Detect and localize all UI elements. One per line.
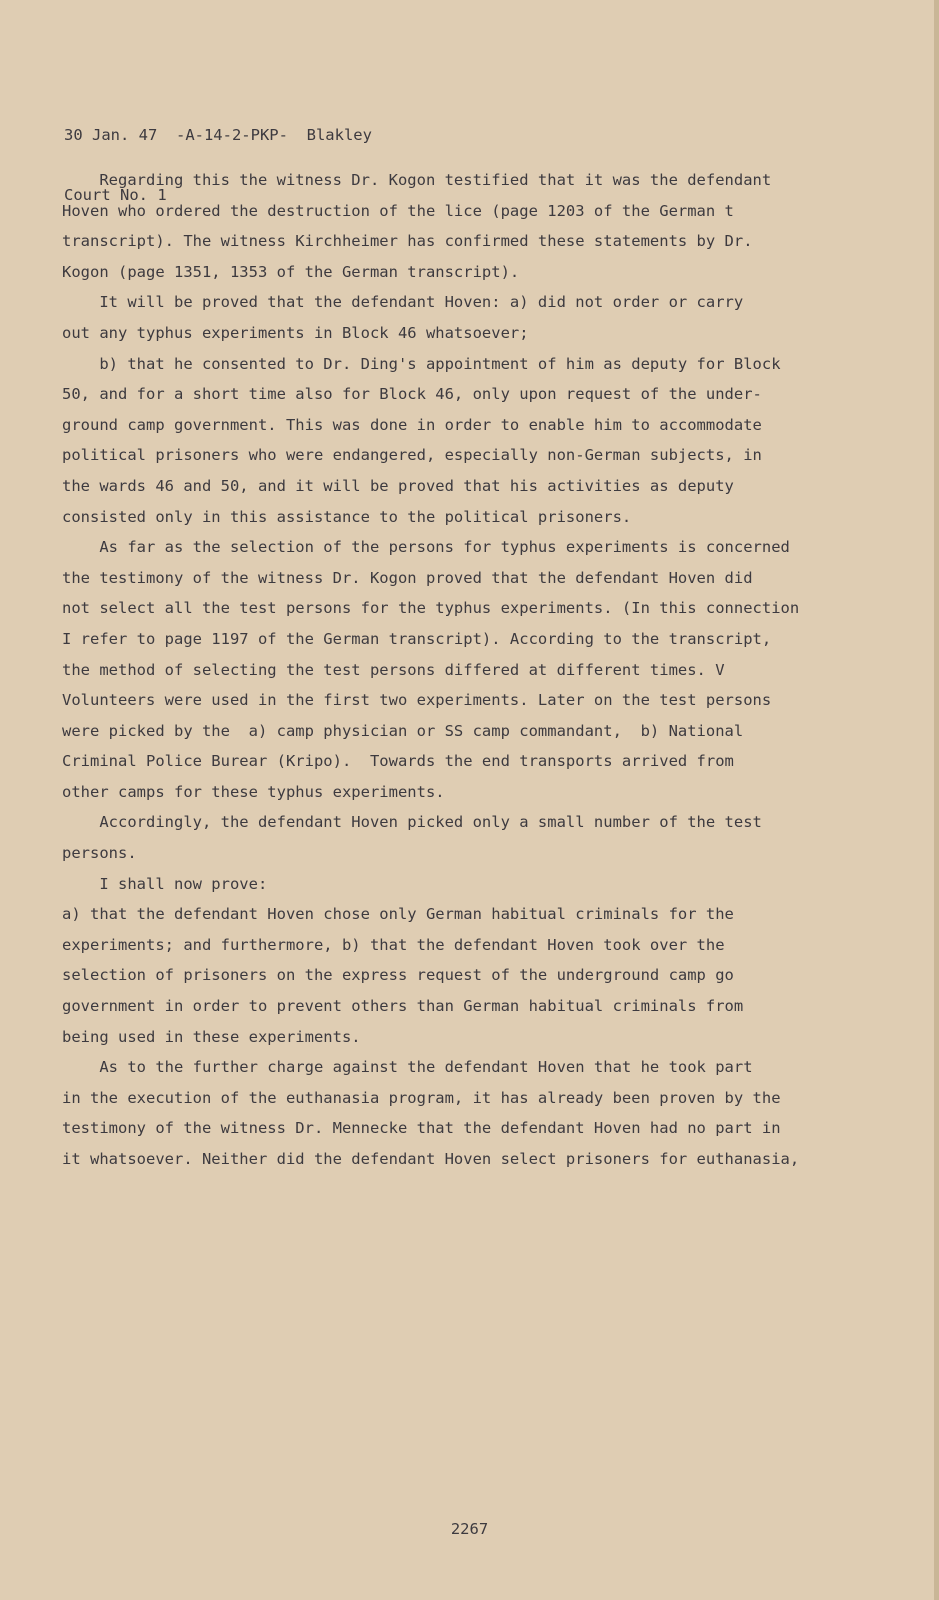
text-line: Criminal Police Burear (Kripo). Towards the end transports arrived from [62,752,734,771]
text-line: b) that he consented to Dr. Ding's appointment of him as deputy for Block [62,354,781,373]
text-line: Accordingly, the defendant Hoven picked only a small number of the test [62,813,762,832]
text-line: other camps for these typhus experiments. [62,782,445,801]
text-line: in the execution of the euthanasia program, it has already been proven by the [62,1088,781,1107]
text-line: experiments; and furthermore, b) that the defendant Hoven took over the [62,935,725,954]
header-line-2: Court No. 1 [64,186,167,204]
text-line: were picked by the a) camp physician or SS camp commandant, b) National [62,721,744,740]
text-line: Volunteers were used in the first two experiments. Later on the test persons [62,691,772,710]
text-line: I refer to page 1197 of the German transcript). According to the transcript, [62,629,772,648]
text-line: testimony of the witness Dr. Mennecke that the defendant Hoven had no part in [62,1119,781,1138]
text-line: 50, and for a short time also for Block 46, only upon request of the under- [62,385,762,404]
text-line: political prisoners who were endangered, especially non-German subjects, in [62,446,762,465]
text-line: It will be proved that the defendant Hoven: a) did not order or carry [62,293,744,312]
page-edge [934,0,939,1600]
body-text [62,165,882,1175]
header-line-1: 30 Jan. 47 -A-14-2-PKP- Blakley [64,126,372,144]
text-line: selection of prisoners on the express request of the underground camp go [62,966,734,985]
text-line: a) that the defendant Hoven chose only German habitual criminals for the [62,905,734,924]
text-line: Kogon (page 1351, 1353 of the German transcript). [62,262,520,281]
text-line: the testimony of the witness Dr. Kogon proved that the defendant Hoven did [62,568,753,587]
page-number: 2267 [450,1520,489,1538]
text-line: out any typhus experiments in Block 46 whatsoever; [62,323,529,342]
text-line: Regarding this the witness Dr. Kogon testified that it was the defendant [62,171,772,189]
text-line: I shall now prove: [62,874,268,893]
text-line: ground camp government. This was done in order to enable him to accommodate [62,415,762,434]
text-line: the method of selecting the test persons differed at different times. V [62,660,725,679]
text-line: consisted only in this assistance to the political prisoners. [62,507,632,526]
text-line: the wards 46 and 50, and it will be proved that his activities as deputy [62,476,734,495]
text-line: it whatsoever. Neither did the defendant Hoven select prisoners for euthanasia, [62,1150,800,1168]
text-line: transcript). The witness Kirchheimer has confirmed these statements by Dr. [62,232,753,251]
text-line: As to the further charge against the defendant Hoven that he took part [62,1058,753,1077]
text-line: As far as the selection of the persons for typhus experiments is concerned [62,538,790,557]
text-line: persons. [62,844,137,863]
text-line: not select all the test persons for the typhus experiments. (In this connection [62,599,800,618]
text-line: being used in these experiments. [62,1027,361,1046]
text-line: Hoven who ordered the destruction of the lice (page 1203 of the German t [62,201,734,220]
text-line: government in order to prevent others than German habitual criminals from [62,997,744,1016]
